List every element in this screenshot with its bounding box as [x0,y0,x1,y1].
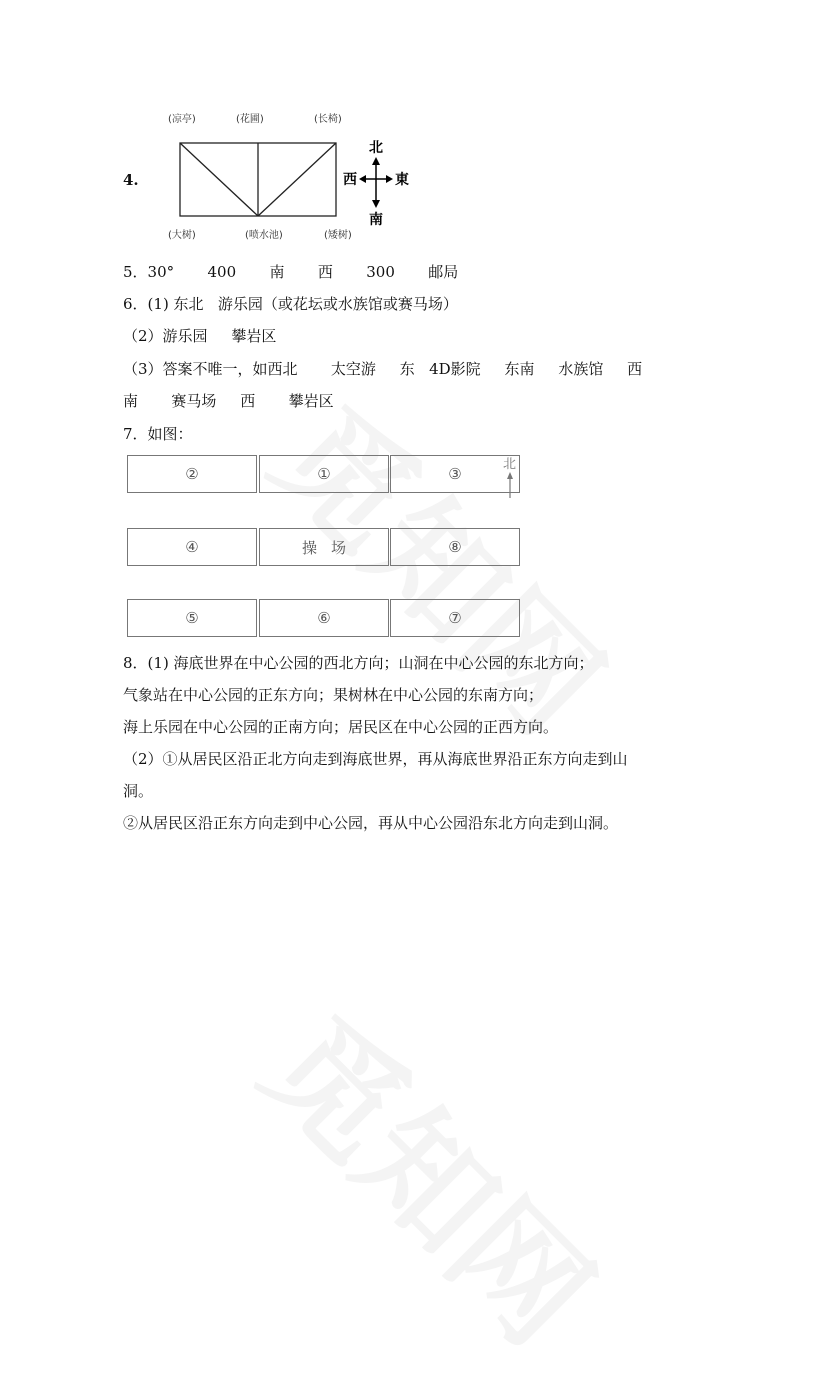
item8-line1: 8．(1) 海底世界在中心公园的西北方向；山洞在中心公园的东北方向； [123,654,594,672]
label-fountain: (喷水池) [245,230,283,241]
north-indicator [500,452,530,502]
arrow-west [359,175,366,183]
arrow-east [386,175,393,183]
label-pavilion: (凉亭) [168,114,196,125]
grid-box-5: ⑤ [127,599,257,637]
arrow-north [372,157,380,165]
item6-line2: （2）游乐园 攀岩区 [123,327,277,345]
item8-line3: 海上乐园在中心公园的正南方向；居民区在中心公园的正西方向。 [123,718,559,736]
item8-line6: ②从居民区沿正东方向走到中心公园，再从中心公园沿东北方向走到山洞。 [123,814,619,832]
item8-line5: 洞。 [123,782,154,800]
north-indicator-label: 北 [503,457,517,472]
label-big-tree: (大树) [168,230,196,241]
item6-line3: （3）答案不唯一，如西北 太空游 东 4D影院 东南 水族馆 西 [123,360,643,378]
compass-north: 北 [369,140,383,156]
grid-box-6: ⑥ [259,599,389,637]
north-arrow-head [507,472,513,479]
label-bench: (长椅) [314,114,342,125]
compass-east: 東 [395,172,409,188]
item8-line2: 气象站在中心公园的正东方向；果树林在中心公园的东南方向； [123,686,544,704]
grid-box-3: ③ [390,455,520,493]
item6-line4: 南 赛马场 西 攀岩区 [123,392,334,410]
compass-west: 西 [343,172,357,188]
item7-intro: 7．如图： [123,425,193,443]
grid-box-2: ② [127,455,257,493]
item4-number: 4. [123,171,139,189]
item6-line1: 6．(1) 东北 游乐园（或花坛或水族馆或赛马场） [123,295,458,313]
grid-box-4: ④ [127,528,257,566]
item8-line4: （2）①从居民区沿正北方向走到海底世界，再从海底世界沿正东方向走到山 [123,750,628,768]
park-diagram [0,0,830,260]
playground-label: 操场 [301,538,360,557]
compass-south: 南 [369,212,383,228]
park-diagonal-left [180,143,258,216]
compass-rose [343,140,409,228]
label-short-tree: (矮树) [324,230,352,241]
grid-box-7: ⑦ [390,599,520,637]
arrow-south [372,200,380,208]
grid-box-1: ① [259,455,389,493]
grid-box-playground [259,528,389,566]
label-flowerbed: (花圃) [236,114,264,125]
park-diagonal-right [258,143,336,216]
grid-box-8: ⑧ [390,528,520,566]
item5-answer: 5．30° 400 南 西 300 邮局 [123,263,459,281]
